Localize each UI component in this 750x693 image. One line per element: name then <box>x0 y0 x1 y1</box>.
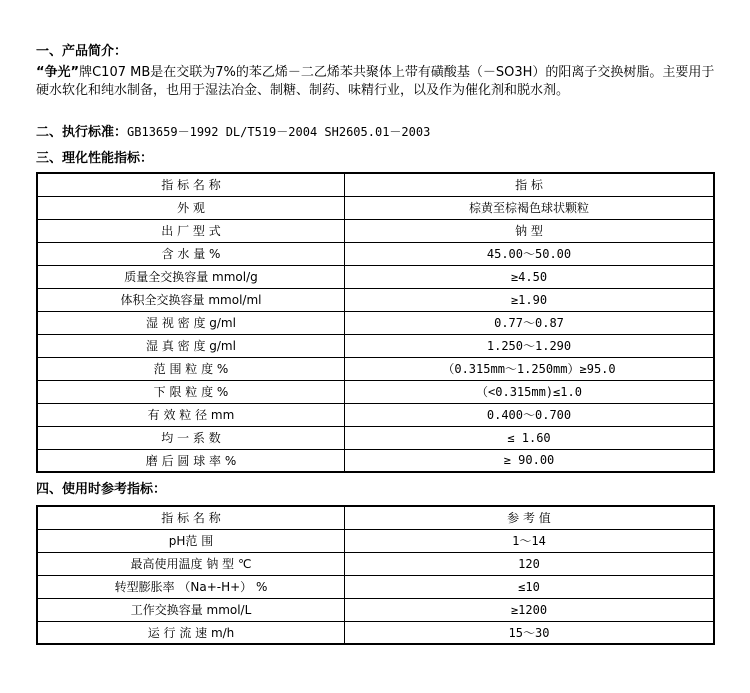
item-value-cell: 0.400～0.700 <box>345 403 715 426</box>
table-row <box>37 598 714 621</box>
item-value-cell: 钠 型 <box>345 219 715 242</box>
item-value-cell: ≥ 90.00 <box>345 449 715 472</box>
item-value-cell: 棕黄至棕褐色球状颗粒 <box>345 196 715 219</box>
item-name-cell: 体积全交换容量 mmol/ml <box>37 288 345 311</box>
intro-text: 牌C107 MB是在交联为7%的苯乙烯－二乙烯苯共聚体上带有磺酸基（－SO3H）的阳离子交换树脂。主要用于硬水软化和纯水制备，也用于湿法冶金、制糖、制药、味精行业，以及作为催化剂和脱水剂。 <box>36 65 715 98</box>
item-name-cell: 湿 真 密 度 g/ml <box>37 334 345 357</box>
item-name-cell: 最高使用温度 钠 型 ℃ <box>37 552 345 575</box>
item-name-cell: 运 行 流 速 m/h <box>37 621 345 644</box>
item-value-cell: 0.77～0.87 <box>345 311 715 334</box>
item-name-cell: 有 效 粒 径 mm <box>37 403 345 426</box>
header-name-cell: 指 标 名 称 <box>37 173 345 196</box>
table-row <box>37 621 714 644</box>
usage-reference-table <box>36 505 715 645</box>
item-value-cell: ≤10 <box>345 575 715 598</box>
item-name-cell: 出 厂 型 式 <box>37 219 345 242</box>
header-name-cell: 指 标 名 称 <box>37 506 345 529</box>
item-value-cell: ≥1200 <box>345 598 715 621</box>
item-value-cell: ≥1.90 <box>345 288 715 311</box>
product-intro <box>36 64 716 100</box>
item-value-cell: ≥4.50 <box>345 265 715 288</box>
table-row <box>37 449 714 472</box>
item-value-cell: 45.00～50.00 <box>345 242 715 265</box>
item-name-cell: pH范 围 <box>37 529 345 552</box>
header-value-cell: 参 考 值 <box>345 506 715 529</box>
item-value-cell: （0.315mm～1.250mm）≥95.0 <box>345 357 715 380</box>
section-4-title: 四、使用时参考指标： <box>36 482 167 497</box>
item-name-cell: 质量全交换容量 mmol/g <box>37 265 345 288</box>
standards-list: GB13659－1992 DL/T519－2004 SH2605.01－2003 <box>127 125 431 139</box>
header-value-cell: 指 标 <box>345 173 715 196</box>
table-row <box>37 529 714 552</box>
brand-name: “争光” <box>36 65 80 80</box>
item-value-cell: 15～30 <box>345 621 715 644</box>
table-row <box>37 334 714 357</box>
table-header-row <box>37 506 714 529</box>
table-row <box>37 219 714 242</box>
section-3-title: 三、理化性能指标： <box>36 151 154 166</box>
item-value-cell: ≤ 1.60 <box>345 426 715 449</box>
item-name-cell: 下 限 粒 度 % <box>37 380 345 403</box>
item-name-cell: 均 一 系 数 <box>37 426 345 449</box>
table-row <box>37 311 714 334</box>
item-value-cell: 1.250～1.290 <box>345 334 715 357</box>
table-row <box>37 380 714 403</box>
table-row <box>37 265 714 288</box>
section-1-title: 一、产品简介： <box>36 44 128 59</box>
item-name-cell: 含 水 量 % <box>37 242 345 265</box>
table-row <box>37 575 714 598</box>
table-row <box>37 196 714 219</box>
table-row <box>37 242 714 265</box>
table-row <box>37 357 714 380</box>
item-name-cell: 工作交换容量 mmol/L <box>37 598 345 621</box>
item-name-cell: 湿 视 密 度 g/ml <box>37 311 345 334</box>
item-name-cell: 外 观 <box>37 196 345 219</box>
item-value-cell: 120 <box>345 552 715 575</box>
item-name-cell: 转型膨胀率 （Na+-H+） % <box>37 575 345 598</box>
section-2-title: 二、执行标准： <box>36 125 128 140</box>
physicochemical-table <box>36 172 715 473</box>
table-row <box>37 288 714 311</box>
item-name-cell: 范 围 粒 度 % <box>37 357 345 380</box>
table-row <box>37 426 714 449</box>
table-row <box>37 403 714 426</box>
item-value-cell: （<0.315mm)≤1.0 <box>345 380 715 403</box>
table-header-row <box>37 173 714 196</box>
item-name-cell: 磨 后 圆 球 率 % <box>37 449 345 472</box>
table-row <box>37 552 714 575</box>
item-value-cell: 1～14 <box>345 529 715 552</box>
section-2 <box>36 123 430 142</box>
